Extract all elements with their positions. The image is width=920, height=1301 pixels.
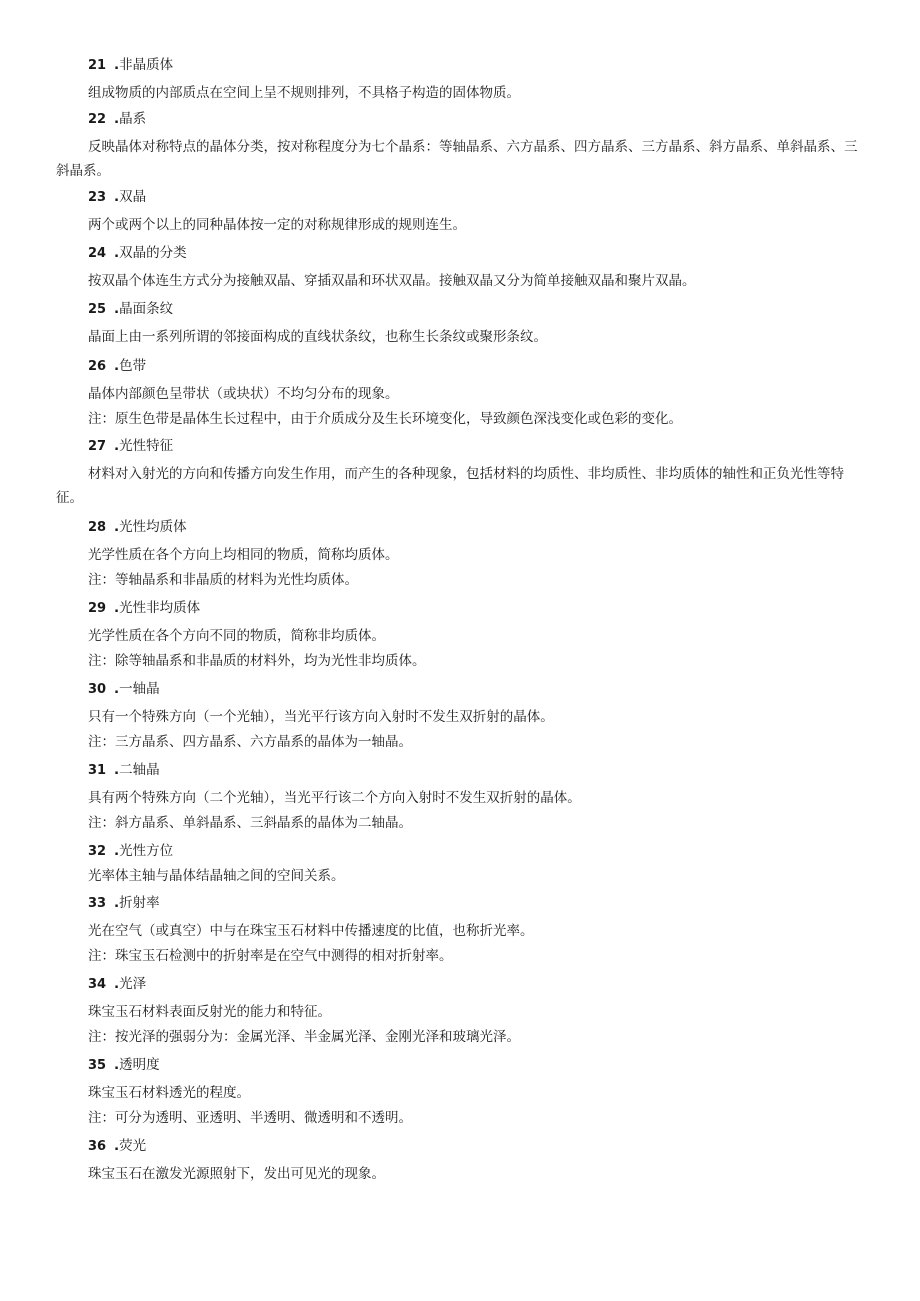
term-title: 晶系 (119, 111, 147, 127)
term-definition: 晶体内部颜色呈带状（或块状）不均匀分布的现象。 (88, 386, 399, 402)
term-definition: 珠宝玉石在激发光源照射下，发出可见光的现象。 (88, 1166, 385, 1182)
term-heading: 21 .非晶质体 (88, 57, 174, 73)
term-title: 色带 (119, 358, 147, 374)
term-definition: 光学性质在各个方向上均相同的物质，简称均质体。 (88, 547, 399, 563)
term-title: 折射率 (119, 895, 160, 911)
term-title: 光泽 (119, 976, 147, 992)
term-title: 透明度 (119, 1057, 160, 1073)
term-title: 光性均质体 (119, 519, 187, 535)
term-heading: 32 .光性方位 (88, 843, 174, 859)
term-title: 光性非均质体 (119, 600, 201, 616)
term-number: 24 (88, 246, 107, 261)
term-number: 30 (88, 682, 107, 697)
term-heading: 28 .光性均质体 (88, 519, 187, 535)
term-definition: 两个或两个以上的同种晶体按一定的对称规律形成的规则连生。 (88, 217, 466, 233)
term-note: 注：斜方晶系、单斜晶系、三斜晶系的晶体为二轴晶。 (88, 815, 412, 831)
term-title: 非晶质体 (119, 57, 174, 73)
term-heading: 34 .光泽 (88, 976, 147, 992)
term-title: 晶面条纹 (119, 301, 174, 317)
term-note: 注：可分为透明、亚透明、半透明、微透明和不透明。 (88, 1110, 412, 1126)
term-number: 21 (88, 58, 107, 73)
term-title: 一轴晶 (119, 681, 160, 697)
term-definition: 光在空气（或真空）中与在珠宝玉石材料中传播速度的比值，也称折光率。 (88, 923, 534, 939)
term-definition: 按双晶个体连生方式分为接触双晶、穿插双晶和环状双晶。接触双晶又分为简单接触双晶和聚片双晶。 (88, 273, 696, 289)
term-definition: 珠宝玉石材料表面反射光的能力和特征。 (88, 1004, 331, 1020)
term-note: 注：按光泽的强弱分为：金属光泽、半金属光泽、金刚光泽和玻璃光泽。 (88, 1029, 520, 1045)
term-number: 32 (88, 844, 107, 859)
term-title: 二轴晶 (119, 762, 160, 778)
term-heading: 27 .光性特征 (88, 438, 174, 454)
term-definition: 只有一个特殊方向（一个光轴），当光平行该方向入射时不发生双折射的晶体。 (88, 709, 554, 725)
term-definition: 晶面上由一系列所谓的邻接面构成的直线状条纹，也称生长条纹或聚形条纹。 (88, 329, 547, 345)
term-title: 光性方位 (119, 843, 174, 859)
term-definition: 光率体主轴与晶体结晶轴之间的空间关系。 (88, 868, 345, 884)
term-number: 22 (88, 112, 107, 127)
term-number: 33 (88, 896, 107, 911)
term-title: 荧光 (119, 1138, 147, 1154)
term-number: 23 (88, 190, 107, 205)
term-number: 25 (88, 302, 107, 317)
term-number: 34 (88, 977, 107, 992)
term-heading: 22 .晶系 (88, 111, 147, 127)
term-definition: 反映晶体对称特点的晶体分类，按对称程度分为七个晶系：等轴晶系、六方晶系、四方晶系、三方晶系、斜方晶系、单斜晶系、三斜晶系。 (56, 139, 858, 179)
term-heading: 33 .折射率 (88, 895, 160, 911)
term-heading: 31 .二轴晶 (88, 762, 160, 778)
term-number: 36 (88, 1139, 107, 1154)
term-heading: 23 .双晶 (88, 189, 147, 205)
term-heading: 29 .光性非均质体 (88, 600, 201, 616)
term-definition: 光学性质在各个方向不同的物质，简称非均质体。 (88, 628, 385, 644)
term-title: 双晶 (119, 189, 147, 205)
term-number: 27 (88, 439, 107, 454)
term-definition: 材料对入射光的方向和传播方向发生作用，而产生的各种现象，包括材料的均质性、非均质性、非均质体的轴性和正负光性等特征。 (56, 466, 844, 506)
term-heading: 30 .一轴晶 (88, 681, 160, 697)
term-number: 31 (88, 763, 107, 778)
term-heading: 36 .荧光 (88, 1138, 147, 1154)
term-definition: 具有两个特殊方向（二个光轴），当光平行该二个方向入射时不发生双折射的晶体。 (88, 790, 581, 806)
term-heading: 25 .晶面条纹 (88, 301, 174, 317)
term-title: 光性特征 (119, 438, 174, 454)
term-heading: 24 .双晶的分类 (88, 245, 187, 261)
term-definition: 组成物质的内部质点在空间上呈不规则排列，不具格子构造的固体物质。 (88, 85, 520, 101)
term-note: 注：珠宝玉石检测中的折射率是在空气中测得的相对折射率。 (88, 948, 453, 964)
term-title: 双晶的分类 (119, 245, 187, 261)
term-heading: 35 .透明度 (88, 1057, 160, 1073)
term-number: 35 (88, 1058, 107, 1073)
term-note: 注：除等轴晶系和非晶质的材料外，均为光性非均质体。 (88, 653, 426, 669)
term-note: 注：三方晶系、四方晶系、六方晶系的晶体为一轴晶。 (88, 734, 412, 750)
term-note: 注：等轴晶系和非晶质的材料为光性均质体。 (88, 572, 358, 588)
term-number: 26 (88, 359, 107, 374)
term-definition: 珠宝玉石材料透光的程度。 (88, 1085, 250, 1101)
term-heading: 26 .色带 (88, 358, 147, 374)
term-number: 29 (88, 601, 107, 616)
term-note: 注：原生色带是晶体生长过程中，由于介质成分及生长环境变化，导致颜色深浅变化或色彩的变化。 (88, 411, 682, 427)
term-number: 28 (88, 520, 107, 535)
